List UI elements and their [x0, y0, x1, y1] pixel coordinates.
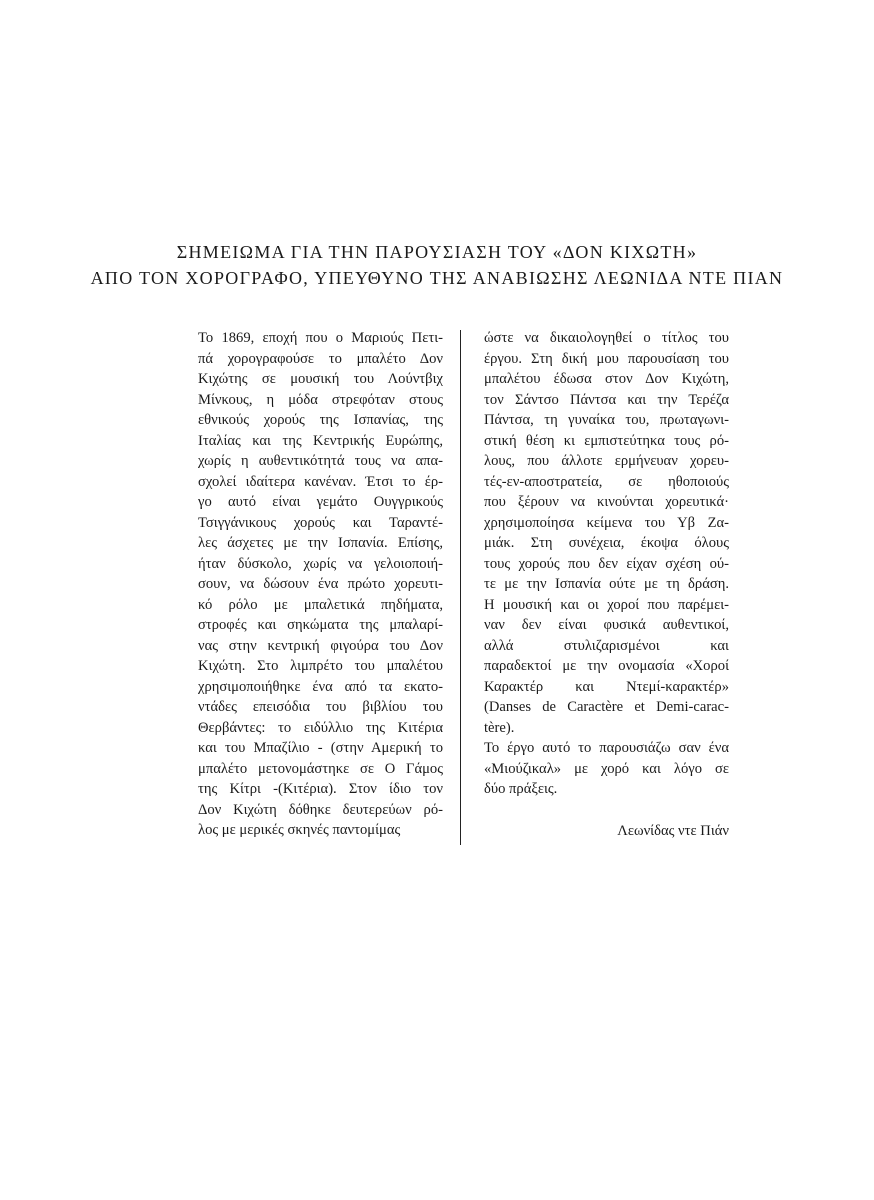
text-line: νας στην κεντρική φιγούρα του Δον: [198, 637, 443, 654]
heading-line-1: ΣΗΜΕΙΩΜΑ ΓΙΑ ΤΗΝ ΠΑΡΟΥΣΙΑΣΗ ΤΟΥ «ΔΟΝ ΚΙΧΩΤΗ»: [176, 242, 698, 262]
text-line: στική θέση κι εμπιστεύτηκα τους ρό-: [484, 432, 729, 449]
text-line: πά χορογραφούσε το μπαλέτο Δον: [198, 350, 443, 367]
text-line: λες άσχετες με την Ισπανία. Επίσης,: [198, 535, 443, 551]
text-line: στροφές και σηκώματα της μπαλαρί-: [198, 617, 443, 633]
text-line: μπαλέτου έδωσα στον Δον Κιχώτη,: [484, 371, 729, 387]
text-line: αλλά στυλιζαρισμένοι και: [484, 637, 729, 654]
text-line: γο αυτό είναι γεμάτο Ουγγρικούς: [198, 494, 443, 510]
text-line: παραδεκτοί με την ονομασία «Χοροί: [484, 658, 729, 674]
text-line: Το έργο αυτό το παρουσιάζω σαν ένα: [484, 740, 729, 756]
text-line: Το 1869, εποχή που ο Μαριούς Πετι-: [198, 330, 443, 346]
text-line: Κιχώτη. Στο λιμπρέτο του μπαλέτου: [198, 658, 443, 674]
text-line: μιάκ. Στη συνέχεια, έκοψα όλους: [484, 535, 729, 551]
document-heading: [0, 239, 874, 291]
text-line: τές-εν-αποστρατεία, σε ηθοποιούς: [484, 473, 729, 490]
text-line: Κιχώτης σε μουσική του Λούντβιχ: [198, 371, 443, 387]
text-line: και του Μπαζίλιο - (στην Αμερική το: [198, 740, 443, 756]
text-line: λους, που άλλοτε ερμήνευαν χορευ-: [484, 453, 729, 469]
text-line: μπαλέτο μετονομάστηκε σε Ο Γάμος: [198, 760, 443, 777]
author-signature: Λεωνίδας ντε Πιάν: [617, 823, 729, 839]
text-line: Ιταλίας και της Κεντρικής Ευρώπης,: [198, 432, 443, 449]
text-line: Θερβάντες: το ειδύλλιο της Κιτέρια: [198, 719, 443, 736]
text-line: χρησιμοποίησα κείμενα του Υβ Ζα-: [484, 514, 729, 531]
text-line: Μίνκους, η μόδα στρεφόταν στους: [198, 391, 443, 408]
column-divider: [460, 330, 461, 845]
text-line: τους χορούς που δεν είχαν σχέση ού-: [484, 555, 729, 572]
text-line: Η μουσική και οι χοροί που παρέμει-: [484, 596, 729, 613]
text-line: σουν, να δώσουν ένα πρώτο χορευτι-: [198, 576, 443, 592]
left-text-column: [198, 328, 443, 841]
text-line: δύο πράξεις.: [484, 781, 558, 797]
text-line: Πάντσα, τη γυναίκα του, πρωταγωνι-: [484, 412, 729, 428]
text-line: ναν δεν είναι φυσικά αυθεντικοί,: [484, 617, 729, 633]
text-line: Καρακτέρ και Ντεμί-καρακτέρ»: [484, 678, 729, 695]
text-line: tère).: [484, 719, 515, 736]
text-line: ντάδες επεισόδια του βιβλίου του: [198, 699, 443, 715]
text-line: τον Σάντσο Πάντσα και την Τερέζα: [484, 391, 729, 408]
text-line: κό ρόλο με μπαλετικά πηδήματα,: [198, 596, 443, 613]
text-line: που ξέρουν να κινούνται χορευτικά·: [484, 494, 729, 510]
text-line: ήταν δύσκολο, χωρίς να γελοιοποιή-: [198, 555, 443, 572]
text-line: Τσιγγάνικους χορούς και Ταραντέ-: [198, 514, 443, 531]
text-line: τε με την Ισπανία ούτε με τη δράση.: [484, 576, 729, 592]
text-line: σχολεί ιδαίτερα κανέναν. Έτσι το έρ-: [198, 473, 443, 490]
text-line: έργου. Στη δική μου παρουσίαση του: [484, 350, 729, 367]
right-text-column: [484, 328, 729, 800]
text-line: Δον Κιχώτη δόθηκε δευτερεύων ρό-: [198, 801, 443, 818]
heading-line-2: ΑΠΟ ΤΟΝ ΧΟΡΟΓΡΑΦΟ, ΥΠΕΥΘΥΝΟ ΤΗΣ ΑΝΑΒΙΩΣΗΣ ΛΕΩΝΙΔΑ ΝΤΕ ΠΙΑΝ: [90, 268, 784, 288]
text-line: χρησιμοποιήθηκε ένα από τα εκατο-: [198, 678, 443, 695]
text-line: χωρίς η αυθεντικότητά τους να απα-: [198, 453, 443, 469]
text-line: λος με μερικές σκηνές παντομίμας: [198, 822, 401, 838]
text-line: (Danses de Caractère et Demi-carac-: [484, 699, 729, 715]
text-line: ώστε να δικαιολογηθεί ο τίτλος του: [484, 330, 729, 346]
text-line: εθνικούς χορούς της Ισπανίας, της: [198, 412, 443, 428]
text-line: της Κίτρι -(Κιτέρια). Στον ίδιο τον: [198, 781, 443, 797]
text-line: «Μιούζικαλ» με χορό και λόγο σε: [484, 760, 729, 777]
